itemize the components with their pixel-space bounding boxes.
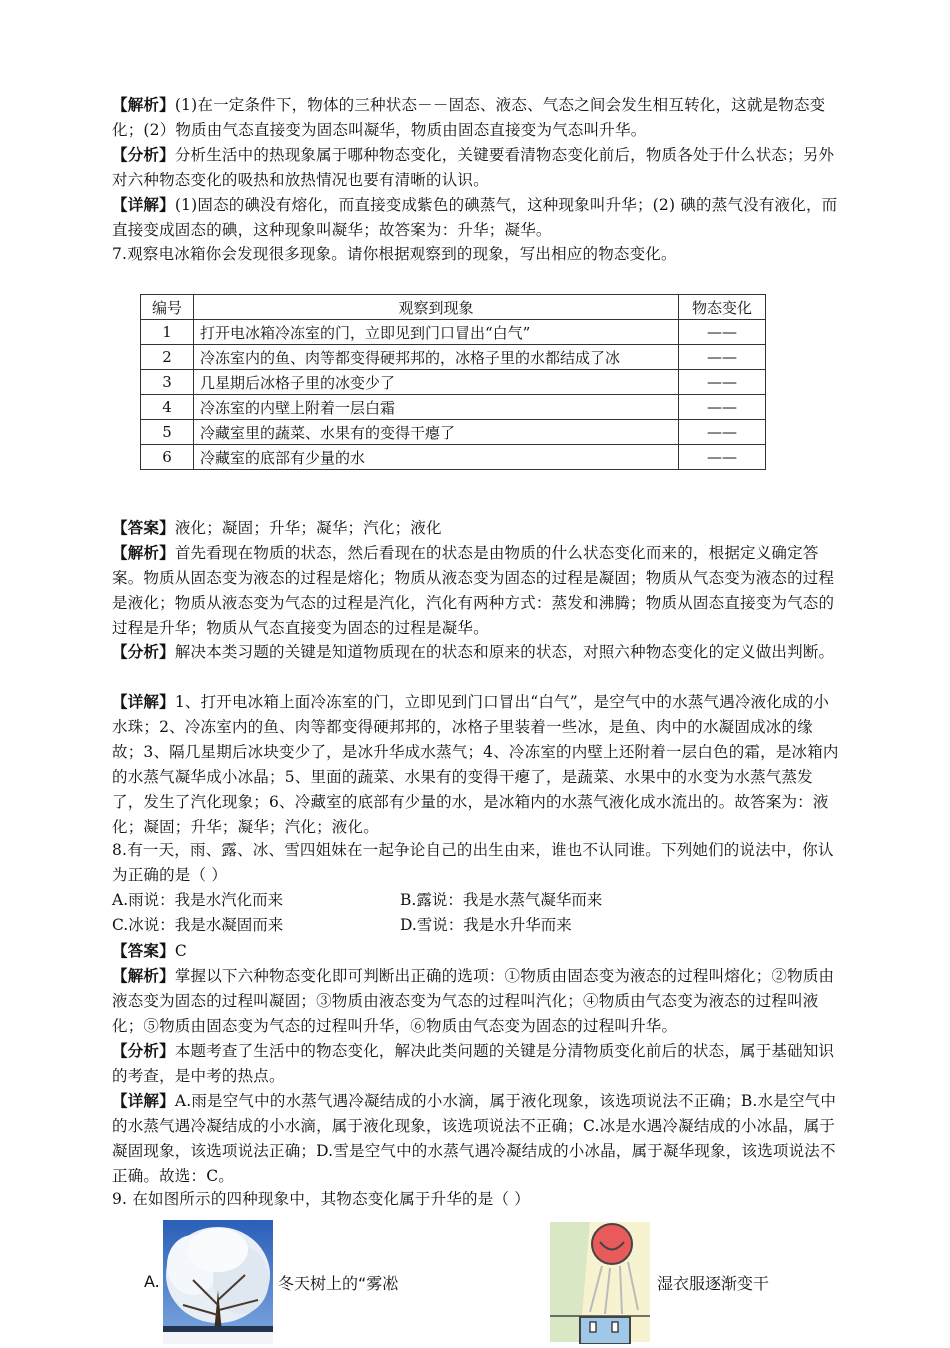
q7-jiexi	[112, 540, 840, 641]
row-change: ——	[679, 370, 766, 395]
row-change: ——	[679, 320, 766, 345]
table-row	[141, 345, 766, 370]
table-row	[141, 320, 766, 345]
row-phenomenon: 冷藏室里的蔬菜、水果有的变得干瘪了	[194, 420, 679, 445]
q7-question: 7.观察电冰箱你会发现很多现象。请你根据观察到的现象，写出相应的物态变化。	[112, 245, 677, 263]
row-no: 3	[141, 370, 194, 395]
q8-jiexi-tag: 【解析】	[112, 966, 175, 985]
header-phenomenon: 观察到现象	[194, 295, 679, 320]
table-header-row	[141, 295, 766, 320]
q7-xiangjie-text: 1、打开电冰箱上面冷冻室的门，立即见到门口冒出“白气”，是空气中的水蒸气遇冷液化成的小水珠；2、冷冻室内的鱼、肉等都变得硬邦邦的，冰格子里装着一些冰，是鱼、肉中的水凝固成冰的缘故；3、隔几星期后冰块变少了，是冰升华成水蒸气；4、冷冻室的内壁上还附着一层白色的霜，是冰箱内的水蒸气凝华成小冰晶；5、里面的蔬菜、水果有的变得干瘪了，是蔬菜、水果中的水变为水蒸气蒸发了，发生了汽化现象；6、冷藏室的底部有少量的水，是冰箱内的水蒸气液化成水流出的。故答案为：液化；凝固；升华；凝华；汽化；液化。	[112, 693, 839, 836]
q7-fenxi-text: 解决本类习题的关键是知道物质现在的状态和原来的状态，对照六种物态变化的定义做出判断。	[174, 643, 835, 661]
table-row	[141, 395, 766, 420]
q8-option-d: D.雪说：我是水升华而来	[400, 916, 572, 934]
row-phenomenon: 几星期后冰格子里的冰变少了	[194, 370, 679, 395]
q6-jiexi-tag: 【解析】	[112, 95, 175, 114]
row-phenomenon: 冷冻室的内壁上附着一层白霜	[194, 395, 679, 420]
table-row	[141, 370, 766, 395]
row-change: ——	[679, 395, 766, 420]
q8-jiexi-text: 掌握以下六种物态变化即可判断出正确的选项：①物质由固态变为液态的过程叫熔化；②物质由液态变为固态的过程叫凝固；③物质由液态变为气态的过程叫汽化；④物质由气态变为液态的过程叫液化；⑤物质由固态变为气态的过程叫升华，⑥物质由气态变为固态的过程叫升华。	[112, 967, 835, 1035]
row-phenomenon: 打开电冰箱冷冻室的门，立即见到门口冒出“白气”	[194, 320, 679, 345]
q7-jiexi-tag: 【解析】	[112, 543, 175, 562]
row-no: 5	[141, 420, 194, 445]
row-no: 4	[141, 395, 194, 420]
fig-a-label: A.	[144, 1272, 160, 1291]
q8-daan-tag: 【答案】	[112, 941, 175, 960]
q7-xiangjie-tag: 【详解】	[112, 692, 175, 711]
q8-xiangjie	[112, 1088, 840, 1189]
q8-fenxi-text: 本题考查了生活中的物态变化，解决此类问题的关键是分清物质变化前后的状态，属于基础知识的考查，是中考的热点。	[112, 1042, 835, 1085]
row-change: ——	[679, 420, 766, 445]
q8-xiangjie-tag: 【详解】	[112, 1091, 175, 1110]
q7-xiangjie	[112, 689, 840, 840]
header-change: 物态变化	[679, 295, 766, 320]
row-change: ——	[679, 345, 766, 370]
q7-fenxi-tag: 【分析】	[112, 642, 175, 661]
fig-b-caption: 湿衣服逐渐变干	[657, 1274, 770, 1293]
rime-tree-icon	[163, 1220, 273, 1344]
row-no: 6	[141, 445, 194, 470]
table-row	[141, 445, 766, 470]
table-row	[141, 420, 766, 445]
q8-option-a: A.雨说：我是水汽化而来	[112, 891, 284, 909]
rime-tree-image	[163, 1220, 273, 1344]
q6-xiangjie-tag: 【详解】	[112, 195, 175, 214]
row-change: ——	[679, 445, 766, 470]
q6-jiexi-text: (1)在一定条件下，物体的三种状态－－固态、液态、气态之间会发生相互转化，这就是物态变化；(2）物质由气态直接变为固态叫凝华，物质由固态直接变为气态叫升华。	[112, 96, 826, 139]
q7-daan-text: 液化；凝固；升华；凝华；汽化；液化	[174, 519, 442, 537]
row-no: 1	[141, 320, 194, 345]
q8-option-b: B.露说：我是水蒸气凝华而来	[400, 891, 603, 909]
drying-clothes-icon	[550, 1222, 650, 1344]
q8-jiexi	[112, 963, 840, 1039]
drying-clothes-image	[550, 1222, 650, 1344]
q7-fenxi	[112, 639, 840, 665]
q8-daan-text: C	[174, 942, 187, 960]
row-phenomenon: 冷冻室内的鱼、肉等都变得硬邦邦的，冰格子里的水都结成了冰	[194, 345, 679, 370]
row-phenomenon: 冷藏室的底部有少量的水	[194, 445, 679, 470]
q7-daan	[112, 515, 840, 541]
q8-question: 8.有一天，雨、露、冰、雪四姐妹在一起争论自己的出生由来，谁也不认同谁。下列她们的说法中，你认为正确的是（ ）	[112, 841, 834, 884]
row-no: 2	[141, 345, 194, 370]
q7-daan-tag: 【答案】	[112, 518, 175, 537]
fig-a-caption: 冬天树上的“雾凇	[278, 1274, 399, 1293]
q6-fenxi	[112, 142, 840, 193]
q8-fenxi-tag: 【分析】	[112, 1041, 175, 1060]
q6-fenxi-tag: 【分析】	[112, 145, 175, 164]
q7-jiexi-text: 首先看现在物质的状态，然后看现在的状态是由物质的什么状态变化而来的，根据定义确定答案。物质从固态变为液态的过程是熔化；物质从液态变为固态的过程是凝固；物质从气态变为液态的过程是液化；物质从液态变为气态的过程是汽化，汽化有两种方式：蒸发和沸腾；物质从固态直接变为气态的过程是升华；物质从气态直接变为固态的过程是凝华。	[112, 544, 835, 637]
fridge-table	[140, 294, 766, 470]
q8-xiangjie-text: A.雨是空气中的水蒸气遇冷凝结成的小水滴，属于液化现象，该选项说法不正确；B.水是空气中的水蒸气遇冷凝结成的小水滴，属于液化现象，该选项说法不正确；C.冰是水遇冷凝结成的小冰晶，属于凝固现象，该选项说法正确；D.雪是空气中的水蒸气遇冷凝结成的小冰晶，属于凝华现象，该选项说法不正确。故选：C。	[112, 1092, 837, 1185]
q8-option-c: C.冰说：我是水凝固而来	[112, 916, 284, 934]
q8-daan	[112, 938, 840, 964]
q6-jiexi	[112, 92, 840, 143]
q6-fenxi-text: 分析生活中的热现象属于哪种物态变化，关键要看清物态变化前后，物质各处于什么状态；另外对六种物态变化的吸热和放热情况也要有清晰的认识。	[112, 146, 835, 189]
q9-question: 9. 在如图所示的四种现象中，其物态变化属于升华的是（ ）	[112, 1190, 530, 1208]
header-no: 编号	[141, 295, 194, 320]
q8-fenxi	[112, 1038, 840, 1089]
q6-xiangjie-text: (1)固态的碘没有熔化，而直接变成紫色的碘蒸气，这种现象叫升华；(2) 碘的蒸气没有液化，而直接变成固态的碘，这种现象叫凝华；故答案为：升华；凝华。	[112, 196, 838, 239]
q6-xiangjie	[112, 192, 840, 243]
